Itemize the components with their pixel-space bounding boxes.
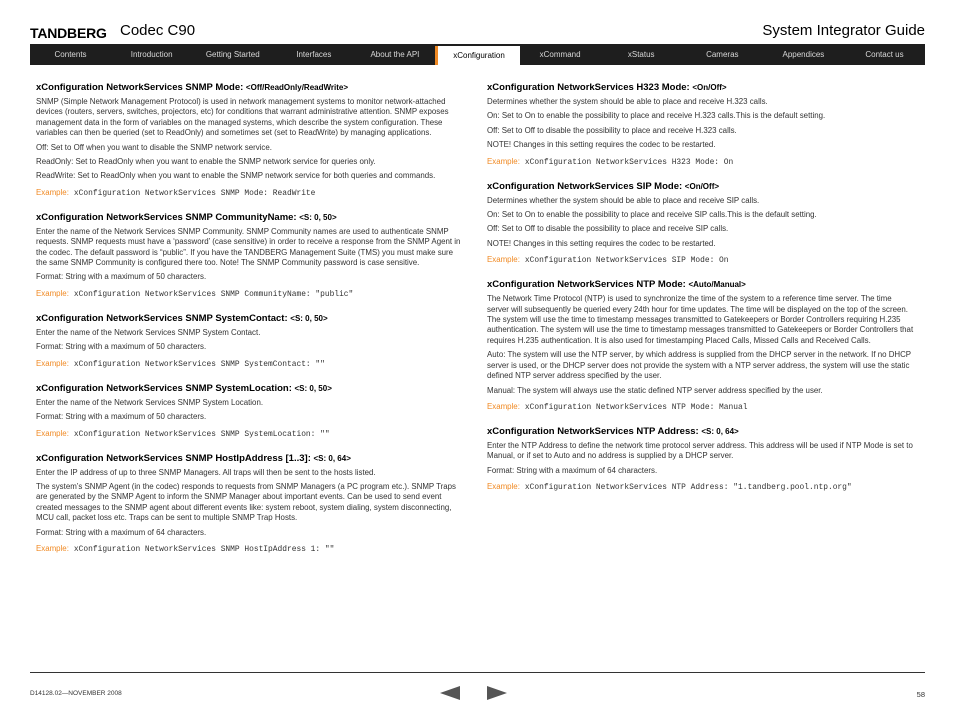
description-paragraph: Format: String with a maximum of 50 characters. [36, 342, 207, 352]
description-paragraph: Off: Set to Off when you want to disable the SNMP network service. [36, 142, 272, 152]
config-section [36, 453, 464, 555]
example-code: xConfiguration NetworkServices H323 Mode: On [524, 157, 734, 167]
footer-divider [30, 672, 925, 673]
example-label: Example: [36, 428, 69, 438]
example-line [36, 359, 464, 370]
setting-values: <Off/ReadOnly/ReadWrite> [245, 83, 349, 92]
setting-values: <On/Off> [692, 83, 727, 92]
description-paragraph: Format: String with a maximum of 50 characters. [36, 272, 207, 282]
config-section [36, 212, 464, 300]
product-name: Codec C90 [120, 22, 196, 39]
setting-values: <S: 0, 50> [290, 313, 328, 323]
description-paragraph: Enter the name of the Network Services SNMP System Location. [36, 397, 264, 407]
example-label: Example: [36, 358, 69, 368]
setting-name: xConfiguration NetworkServices SNMP SystemContact: [36, 312, 288, 324]
example-line [487, 402, 915, 413]
section-title [487, 279, 915, 291]
description-paragraph: NOTE! Changes in this setting requires the codec to be restarted. [487, 238, 716, 248]
example-label: Example: [36, 288, 69, 298]
section-title [36, 383, 464, 395]
example-code: xConfiguration NetworkServices NTP Mode: Manual [524, 402, 748, 412]
example-label: Example: [487, 482, 520, 492]
description-paragraph: ReadOnly: Set to ReadOnly when you want to enable the SNMP network service for queries only. [36, 157, 376, 167]
description-paragraph: Determines whether the system should be able to place and receive SIP calls. [487, 195, 760, 205]
next-page-arrow-icon[interactable] [487, 686, 507, 700]
setting-values: <Auto/Manual> [688, 280, 746, 290]
description-paragraph: Enter the IP address of up to three SNMP Managers. All traps will then be sent to the hosts listed. [36, 467, 376, 477]
config-section [487, 82, 915, 168]
left-column [36, 82, 464, 568]
example-code: xConfiguration NetworkServices SNMP CommunityName: "public" [73, 289, 354, 299]
example-code: xConfiguration NetworkServices SNMP SystemLocation: "" [73, 429, 330, 439]
config-section [36, 82, 464, 199]
description-paragraph: Enter the NTP Address to define the network time protocol server address. This address will be used if NTP Mode is set to Manual, or if set to Auto and no address is supplied by a DHCP server. [487, 440, 913, 461]
example-line [36, 289, 464, 300]
description-paragraph: Format: String with a maximum of 50 characters. [36, 412, 207, 422]
guide-title: System Integrator Guide [762, 22, 925, 39]
setting-name: xConfiguration NetworkServices NTP Mode: [487, 279, 686, 291]
section-title [36, 212, 464, 224]
description-paragraph: SNMP (Simple Network Management Protocol) is used in network management systems to monitor network-attached devices (routers, servers, switches, projectors, etc) for conditions that warrant administrative attention. SNMP exposes management data in the form of variables on the managed systems, which describe the system configuration. These variables can then be queried (set to ReadOnly) and sometimes set (set to ReadWrite) by managing applications. [36, 97, 449, 138]
example-line [487, 255, 915, 266]
setting-values: <S: 0, 50> [294, 383, 332, 393]
nav-tab-contact-us[interactable]: Contact us [865, 50, 904, 59]
description-paragraph: Determines whether the system should be able to place and receive H.323 calls. [487, 97, 768, 106]
description-paragraph: NOTE! Changes in this setting requires the codec to be restarted. [487, 140, 716, 150]
tandberg-logo: TANDBERG [30, 25, 107, 41]
example-line [36, 188, 464, 199]
section-title [487, 426, 915, 438]
section-title [487, 82, 915, 94]
config-section [36, 313, 464, 370]
nav-tab-appendices[interactable]: Appendices [782, 50, 825, 59]
description-paragraph: Off: Set to Off to disable the possibility to place and receive SIP calls. [487, 224, 729, 234]
example-code: xConfiguration NetworkServices SNMP Mode: ReadWrite [73, 188, 316, 198]
setting-values: <S: 0, 50> [299, 212, 337, 222]
previous-page-arrow-icon[interactable] [440, 686, 460, 700]
section-title [36, 313, 464, 325]
description-paragraph: Format: String with a maximum of 64 characters. [487, 465, 658, 475]
setting-values: <S: 0, 64> [701, 426, 739, 436]
description-paragraph: On: Set to On to enable the possibility to place and receive H.323 calls.This is the default setting. [487, 111, 826, 121]
config-section [36, 383, 464, 440]
description-paragraph: Format: String with a maximum of 64 characters. [36, 527, 207, 537]
nav-tab-about-the-api[interactable]: About the API [370, 50, 420, 59]
example-label: Example: [36, 543, 69, 553]
right-column [487, 82, 915, 506]
setting-name: xConfiguration NetworkServices SNMP SystemLocation: [36, 382, 292, 394]
description-paragraph: ReadWrite: Set to ReadOnly when you want to enable the SNMP network service for both queries and commands. [36, 171, 436, 181]
nav-tab-xstatus[interactable]: xStatus [627, 50, 655, 59]
example-line [36, 544, 464, 555]
example-code: xConfiguration NetworkServices NTP Address: "1.tandberg.pool.ntp.org" [524, 483, 852, 493]
nav-tab-xcommand[interactable]: xCommand [539, 50, 581, 59]
setting-values: <On/Off> [684, 181, 720, 191]
setting-values: <S: 0, 64> [313, 453, 351, 463]
config-section [487, 279, 915, 413]
nav-tab-contents[interactable]: Contents [54, 50, 87, 59]
example-label: Example: [487, 401, 520, 411]
example-code: xConfiguration NetworkServices SNMP HostIpAddress 1: "" [73, 544, 335, 554]
page-number: 58 [916, 690, 925, 699]
setting-name: xConfiguration NetworkServices SNMP HostIpAddress [1..3]: [36, 452, 311, 464]
example-code: xConfiguration NetworkServices SNMP SystemContact: "" [73, 359, 325, 369]
example-label: Example: [487, 255, 520, 265]
setting-name: xConfiguration NetworkServices SIP Mode: [487, 180, 683, 192]
example-code: xConfiguration NetworkServices SIP Mode: On [524, 256, 729, 266]
nav-tab-cameras[interactable]: Cameras [706, 50, 739, 59]
description-paragraph: Auto: The system will use the NTP server, by which address is supplied from the DHCP server in the network. If no DHCP server is used, or the DHCP server does not provide the system with a NTP server address, the system will use the static defined NTP server address specified by the user. [487, 350, 911, 381]
example-line [36, 429, 464, 440]
document-id: D14128.02—NOVEMBER 2008 [30, 690, 122, 697]
nav-tab-xconfiguration[interactable]: xConfiguration [435, 46, 519, 65]
section-title [36, 453, 464, 465]
description-paragraph: The Network Time Protocol (NTP) is used to synchronize the time of the system to a reference time server. The time server will subsequently be queried every 24th hour for time updates. The time will be displayed on the top of the screen. The system will use the time to timestamp messages transmitted to Gatekeepers or Border Controllers requiring H.235 authentication. The system will use the time to timestamp messages transmitted to Gatekeepers or Border Controllers that requires H.235 authentication. It is also used for timestamping Placed Calls, Missed Calls and Received Calls. [487, 294, 914, 345]
page-header [30, 22, 925, 44]
section-title [36, 82, 464, 94]
example-line [487, 157, 915, 168]
example-label: Example: [487, 156, 520, 166]
example-line [487, 482, 915, 493]
description-paragraph: On: Set to On to enable the possibility to place and receive SIP calls.This is the default setting. [487, 210, 817, 220]
setting-name: xConfiguration NetworkServices SNMP CommunityName: [36, 211, 297, 223]
description-paragraph: The system’s SNMP Agent (in the codec) responds to requests from SNMP Managers (a PC program etc.). SNMP Traps are generated by the SNMP Agent to inform the SNMP Manager about important events. Can be used to send event created messages to the SNMP agent about different events like: system reboot, system dialing, system disconnecting, MCU call, packet loss etc. Traps can be sent to multiple SNMP Trap Hosts. [36, 481, 456, 523]
example-label: Example: [36, 187, 69, 197]
top-navigation [30, 44, 925, 65]
description-paragraph: Enter the name of the Network Services SNMP System Contact. [36, 327, 261, 337]
nav-tab-interfaces[interactable]: Interfaces [296, 50, 332, 59]
description-paragraph: Manual: The system will always use the static defined NTP server address specified by the user. [487, 385, 823, 395]
section-title [487, 181, 915, 193]
setting-name: xConfiguration NetworkServices H323 Mode: [487, 82, 690, 93]
description-paragraph: Enter the name of the Network Services SNMP Community. SNMP Community names are used to authenticate SNMP requests. SNMP requests must have a ‘password’ (case sensitive) in order to receive a response from the SNMP Agent in the codec. The default password is “public”. If you have the TANDBERG Management Suite (TMS) you must make sure the same SNMP Community is configured there too. Note! The SNMP Community password is case sensitive. [36, 226, 461, 268]
nav-tab-introduction[interactable]: Introduction [130, 50, 173, 59]
setting-name: xConfiguration NetworkServices NTP Address: [487, 425, 699, 437]
config-section [487, 426, 915, 493]
setting-name: xConfiguration NetworkServices SNMP Mode: [36, 82, 244, 93]
config-section [487, 181, 915, 267]
description-paragraph: Off: Set to Off to disable the possibility to place and receive H.323 calls. [487, 125, 737, 135]
nav-tab-getting-started[interactable]: Getting Started [205, 50, 260, 59]
